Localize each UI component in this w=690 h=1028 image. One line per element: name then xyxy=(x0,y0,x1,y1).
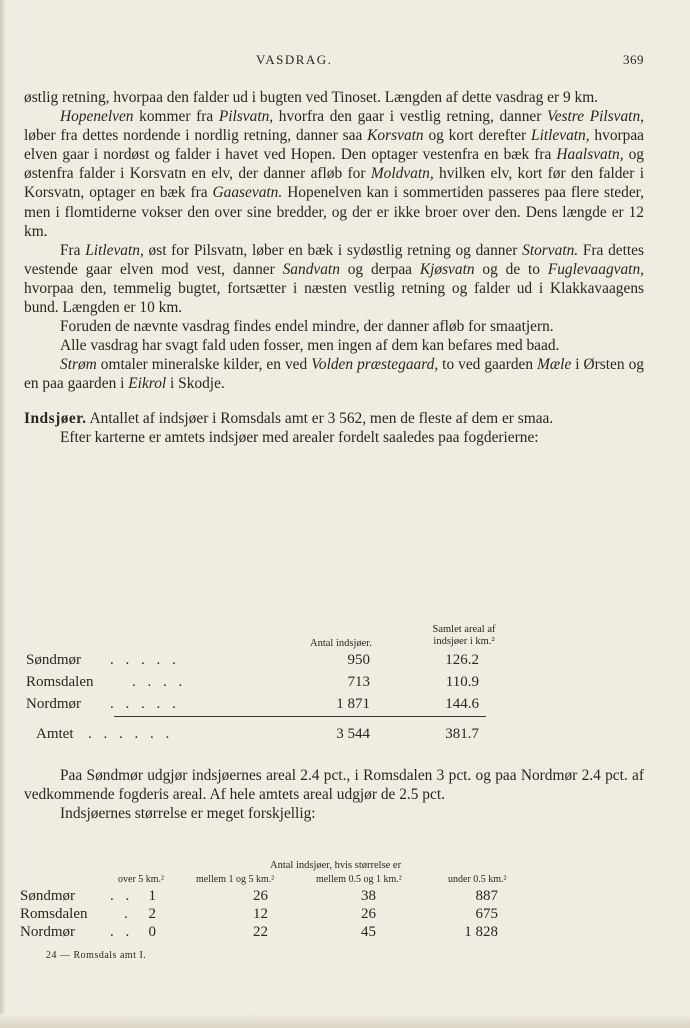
col-header-count: Antal indsjøer. xyxy=(310,638,372,649)
running-header xyxy=(24,52,644,72)
paragraph xyxy=(24,336,644,355)
italic-run: Litlevatn, xyxy=(85,241,144,259)
text-run: Antallet af indsjøer i Romsdals amt er 3 562, men de fleste af dem er smaa. xyxy=(86,409,554,427)
table-row: Nordmør . . 0 22 45 1 828 xyxy=(20,924,498,940)
text-run: hvilken elv, kort før den falder i Korsvatn, optager en bæk fra xyxy=(24,165,644,202)
italic-run: Kjøsvatn xyxy=(419,260,475,278)
paragraph xyxy=(24,107,644,241)
italic-run: Mæle xyxy=(537,356,572,374)
paragraph xyxy=(24,428,644,447)
table-rule xyxy=(114,716,486,717)
paragraph xyxy=(24,88,644,107)
italic-run: Volden præstegaard, xyxy=(311,356,439,374)
italic-run: Haalsvatn, xyxy=(556,146,624,164)
text-run: østlig retning, hvorpaa den falder ud i bugten ved Tinoset. Længden af dette vasdrag er 9 km. xyxy=(24,89,599,106)
italic-run: Vestre Pilsvatn, xyxy=(547,108,644,126)
text-run: Paa Søndmør udgjør indsjøernes areal 2.4 pct., i Romsdalen 3 pct. og paa Nordmør 2.4 pct. af vedkommende fogderis areal. Af hele amtets areal udgjør de 2.5 pct. xyxy=(24,767,644,804)
col-header: under 0.5 km.² xyxy=(448,874,507,885)
paragraph xyxy=(24,766,644,804)
text-run: Efter karterne er amtets indsjøer med arealer fordelt saaledes paa fogderierne: xyxy=(60,428,539,446)
table-row: Nordmør . . . . . 1 871 144.6 xyxy=(26,696,479,712)
text-run: øst for Pilsvatn, løber en bæk i sydøstlig retning og danner xyxy=(143,241,523,259)
text-run: omtaler mineralske kilder, en ved xyxy=(96,356,312,374)
italic-run: Fuglevaagvatn, xyxy=(547,260,644,278)
text-run: to ved gaarden xyxy=(438,356,538,374)
text-run: Foruden de nævnte vasdrag findes endel mindre, der danner afløb for smaatjern. xyxy=(60,318,554,336)
bold-run: Indsjøer. xyxy=(24,409,87,427)
body-text-after-table xyxy=(24,766,644,823)
table-row: Romsdalen . . . . 713 110.9 xyxy=(26,674,479,690)
table-total-row: Amtet . . . . . . 3 544 381.7 xyxy=(36,726,479,742)
paragraph xyxy=(24,409,644,428)
italic-run: Pilsvatn, xyxy=(218,108,274,126)
table-row: Søndmør . . . . . 950 126.2 xyxy=(26,652,479,668)
body-text xyxy=(24,88,644,447)
paragraph xyxy=(24,317,644,336)
italic-run: Sandvatn xyxy=(282,260,340,278)
italic-run: Moldvatn, xyxy=(370,165,434,183)
text-run: hvorpaa den, temmelig bugtet, fortsætter i næsten vestlig retning og falder ud i Klakkavaagens bund. Længden er 10 km. xyxy=(24,279,644,317)
table-row: Søndmør . . 1 26 38 887 xyxy=(20,888,498,904)
col-header: mellem 0.5 og 1 km.² xyxy=(316,874,402,885)
paragraph xyxy=(24,355,644,393)
col-header: mellem 1 og 5 km.² xyxy=(196,874,275,885)
page-bottom-shadow xyxy=(0,1014,690,1028)
lakes-by-district-table xyxy=(24,620,644,755)
text-run: og østenfra falder i Korsvatn en elv, der danner afløb for xyxy=(24,146,644,183)
paragraph xyxy=(24,241,644,317)
text-run: løber fra dettes nordende i nordlig retning, danner saa xyxy=(24,127,368,145)
text-run: hvorfra den gaar i vestlig retning, danner xyxy=(273,108,547,126)
header-title: VASDRAG. xyxy=(256,52,333,67)
page-binding-shadow xyxy=(0,0,6,1028)
italic-run: Hopenelven xyxy=(60,108,134,126)
text-run: og kort derefter xyxy=(423,127,532,145)
text-run: Fra dettes vestende gaar elven mod vest, danner xyxy=(24,241,644,278)
text-run: og de to xyxy=(474,260,548,278)
text-run: kommer fra xyxy=(133,108,219,126)
lake-size-table xyxy=(20,860,650,945)
text-run: Alle vasdrag har svagt fald uden fosser, men ingen af dem kan befares med baad. xyxy=(60,337,560,355)
text-run: Fra xyxy=(60,241,86,259)
italic-run: Strøm xyxy=(60,356,97,374)
text-run: og derpaa xyxy=(339,260,420,278)
italic-run: Gaasevatn. xyxy=(212,184,283,202)
super-header: Antal indsjøer, hvis størrelse er xyxy=(270,860,402,871)
italic-run: Litlevatn, xyxy=(531,127,590,145)
italic-run: Korsvatn xyxy=(367,127,424,145)
text-run: Indsjøernes størrelse er meget forskjellig: xyxy=(60,805,316,823)
text-run: i Skodje. xyxy=(166,375,225,393)
italic-run: Eikrol xyxy=(128,375,167,393)
italic-run: Storvatn. xyxy=(522,241,579,259)
footer-signature: 24 — Romsdals amt I. xyxy=(46,950,147,961)
text-run: Hopenelven kan i sommertiden passeres paa flere steder, men i flomtiderne vokser den over sine bredder, og der er ikke broer over den. Dens længde er 12 km. xyxy=(24,184,645,240)
paragraph xyxy=(24,804,644,823)
text-run: i Ørsten og en paa gaarden i xyxy=(24,356,644,393)
col-header: over 5 km.² xyxy=(118,874,165,885)
table-row: Romsdalen . 2 12 26 675 xyxy=(20,906,498,922)
col-header-area: Samlet areal af indsjøer i km.² xyxy=(432,624,496,647)
page-number: 369 xyxy=(623,52,644,67)
text-run: hvorpaa elven gaar i nordøst og falder i havet ved Hopen. Den optager vestenfra en bæk fra xyxy=(24,127,645,164)
